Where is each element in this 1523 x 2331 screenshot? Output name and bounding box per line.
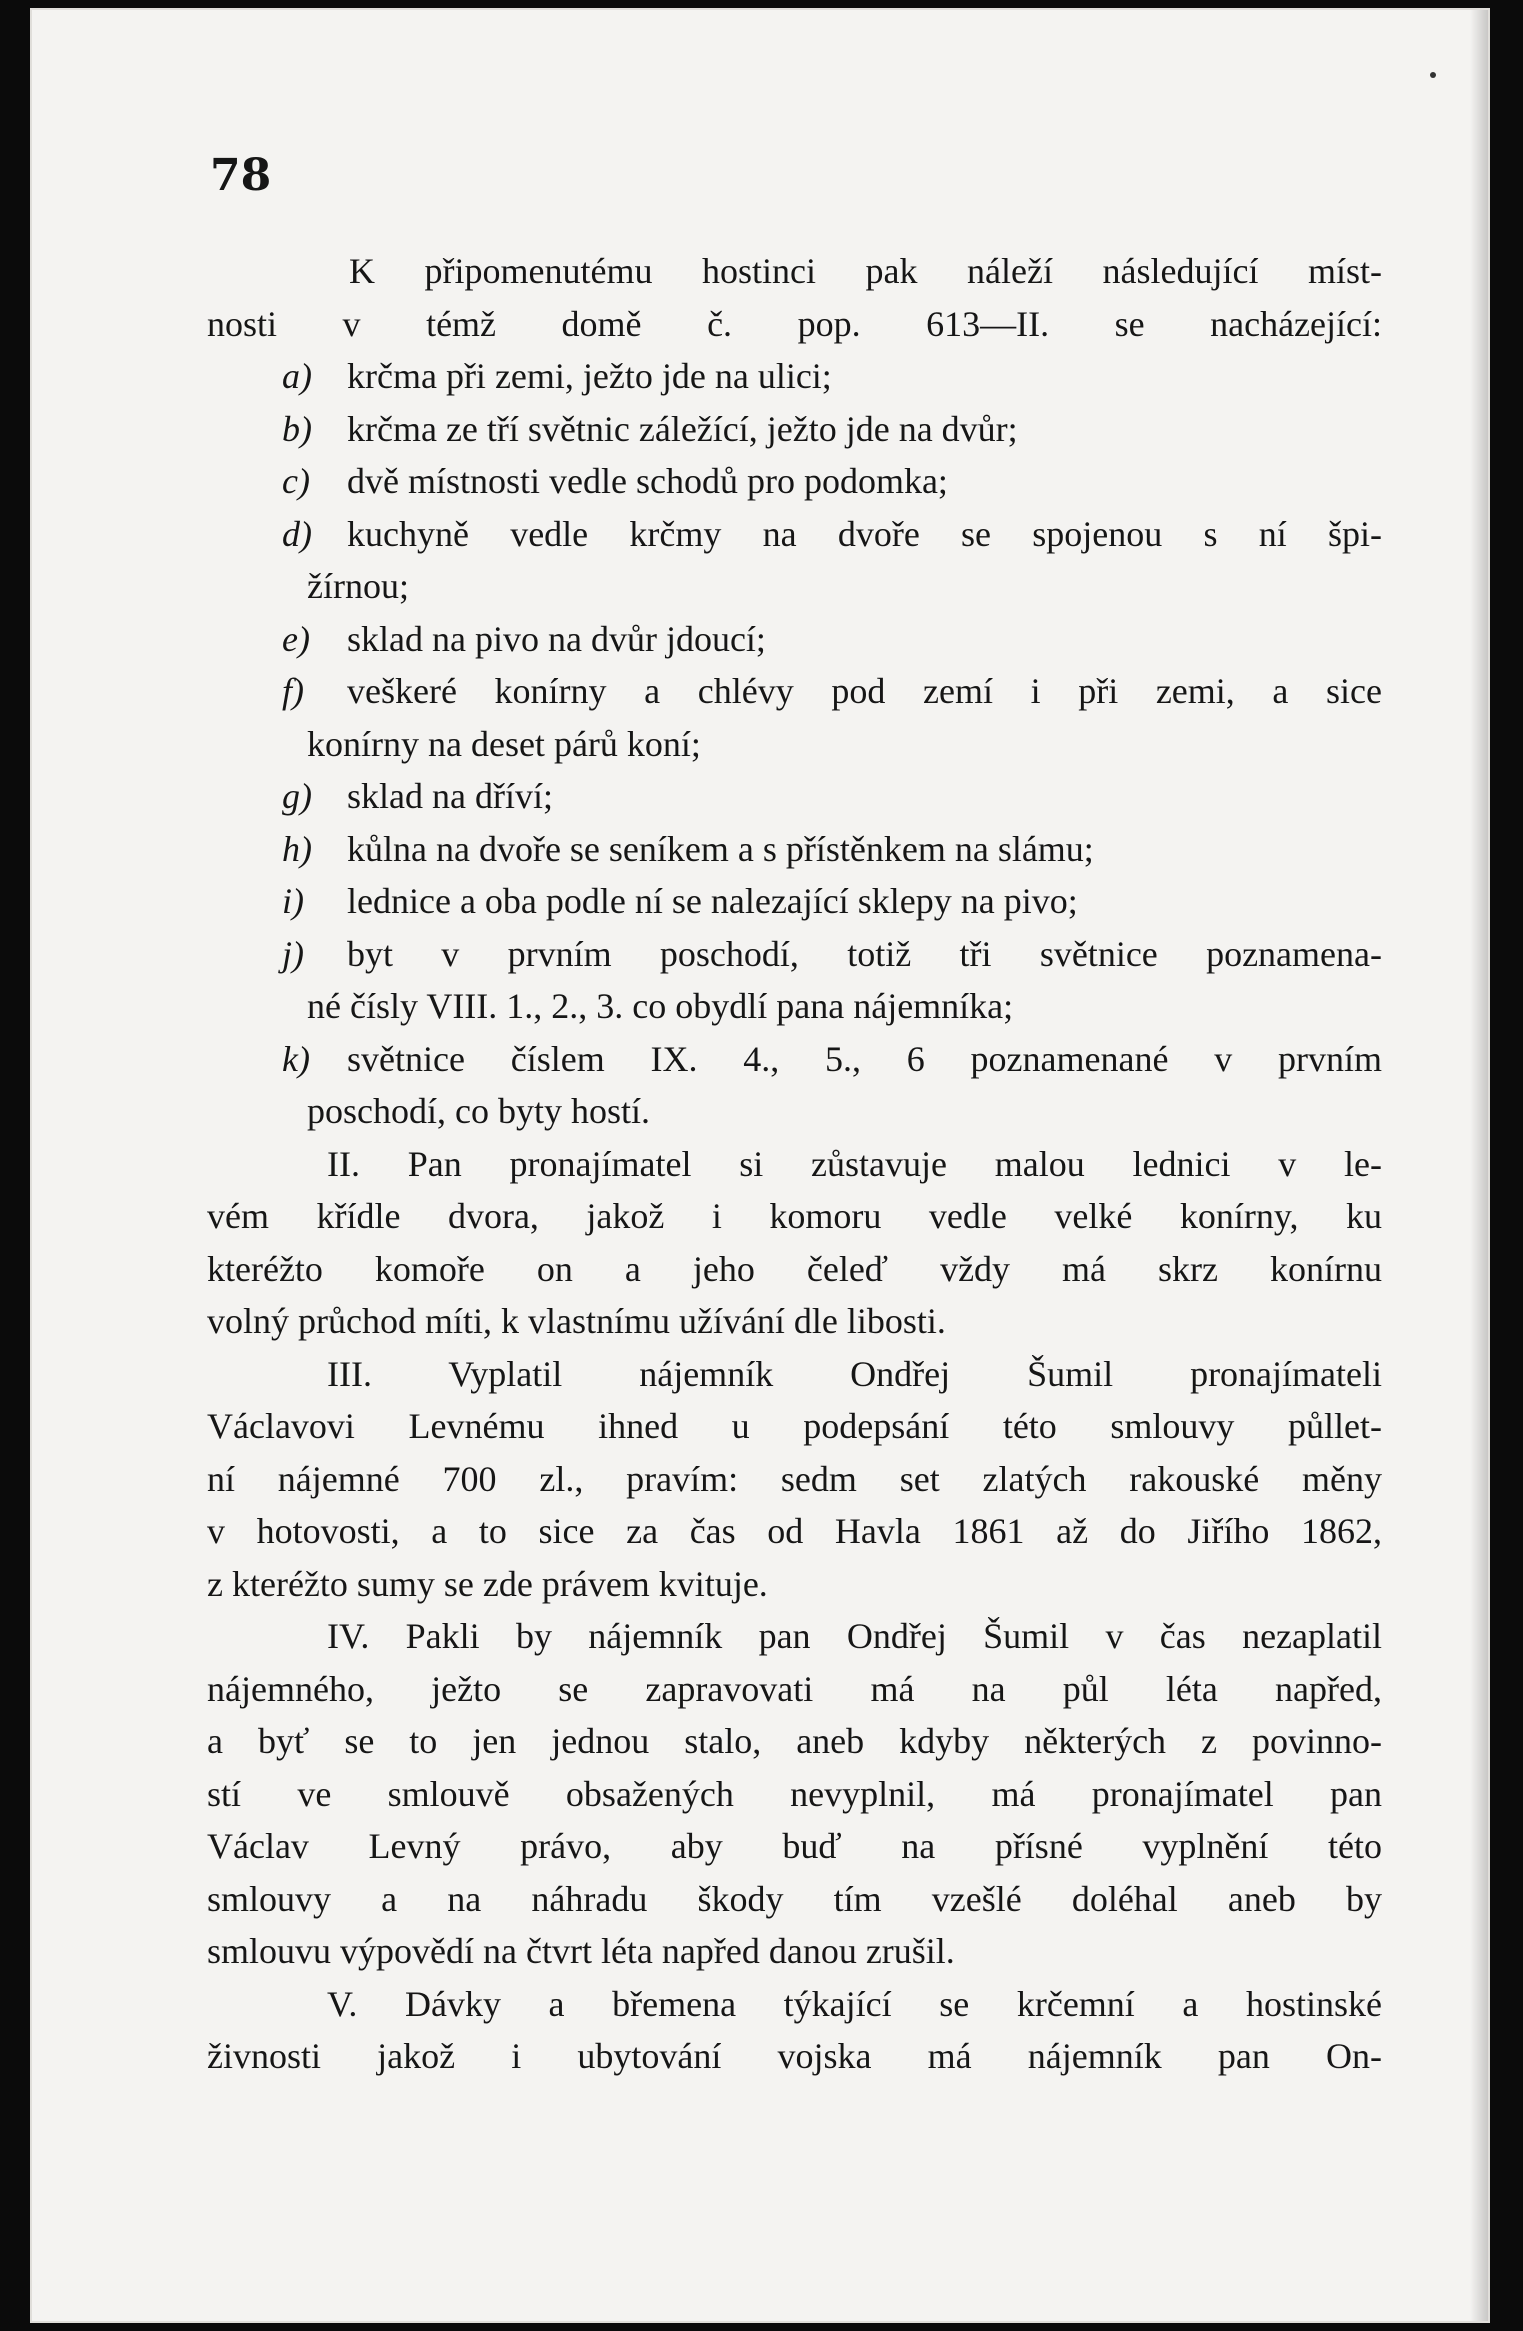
- text-line: smlouvy a na náhradu škody tím vzešlé doléhal aneb by: [207, 1878, 1382, 1919]
- list-item-continuation: né čísly VIII. 1., 2., 3. co obydlí pana nájemníka;: [307, 986, 1014, 1026]
- item-label: b): [282, 408, 312, 449]
- ink-speck: [1430, 72, 1436, 78]
- list-item-continuation: žírnou;: [307, 566, 409, 606]
- text-line: smlouvu výpovědí na čtvrt léta napřed danou zrušil.: [207, 1931, 955, 1971]
- list-item-k: [207, 1033, 1382, 1086]
- item-label: f): [282, 671, 304, 711]
- list-item-e: [207, 613, 1382, 666]
- text-line: v hotovosti, a to sice za čas od Havla 1861 až do Jiřího 1862,: [207, 1511, 1382, 1551]
- text-line: III. Vyplatil nájemník Ondřej Šumil pronajímateli: [327, 1353, 1382, 1394]
- text-line: V. Dávky a břemena týkající se krčemní a hostinské: [327, 1983, 1382, 2024]
- list-item-h: [207, 823, 1382, 876]
- item-text: lednice a oba podle ní se nalezající sklepy na pivo;: [347, 881, 1078, 921]
- list-item-continuation: poschodí, co byty hostí.: [307, 1091, 650, 1131]
- book-page: [30, 8, 1490, 2323]
- text-line: a byť se to jen jednou stalo, aneb kdyby některých z povinno-: [207, 1721, 1382, 1761]
- item-text: krčma ze tří světnic záležící, ježto jde na dvůr;: [347, 408, 1018, 449]
- text-line: kteréžto komoře on a jeho čeleď vždy má skrz konírnu: [207, 1248, 1382, 1289]
- list-item-g: [207, 770, 1382, 823]
- list-item-d: [207, 508, 1382, 561]
- page-edge-shadow: [1470, 10, 1488, 2321]
- text-line: vém křídle dvora, jakož i komoru vedle velké konírny, ku: [207, 1196, 1382, 1236]
- item-text: sklad na pivo na dvůr jdoucí;: [347, 618, 766, 659]
- item-label: a): [282, 356, 312, 396]
- item-label: i): [282, 881, 304, 921]
- list-item-i: [207, 875, 1382, 928]
- item-text: krčma při zemi, ježto jde na ulici;: [347, 356, 832, 396]
- item-text: byt v prvním poschodí, totiž tři světnice poznamena-: [347, 933, 1382, 974]
- list-item-a: [207, 350, 1382, 403]
- list-item-j: [207, 928, 1382, 981]
- item-label: h): [282, 828, 312, 869]
- item-text: kůlna na dvoře se seníkem a s přístěnkem na slámu;: [347, 828, 1094, 869]
- text-line: nosti v témž domě č. pop. 613—II. se nacházející:: [207, 303, 1382, 344]
- text-line: ní nájemné 700 zl., pravím: sedm set zlatých rakouské měny: [207, 1458, 1382, 1499]
- item-label: k): [282, 1038, 310, 1079]
- list-item-b: [207, 403, 1382, 456]
- list-item-c: [207, 455, 1382, 508]
- text-line: II. Pan pronajímatel si zůstavuje malou lednici v le-: [327, 1143, 1382, 1184]
- list-item-continuation: konírny na deset párů koní;: [307, 723, 701, 764]
- item-label: d): [282, 513, 312, 554]
- text-line: nájemného, ježto se zapravovati má na půl léta napřed,: [207, 1668, 1382, 1709]
- page-number: 78: [210, 150, 272, 201]
- item-label: g): [282, 776, 312, 816]
- list-item-f: [207, 665, 1382, 718]
- text-line: K připomenutému hostinci pak náleží následující míst-: [349, 251, 1382, 291]
- item-label: e): [282, 618, 310, 659]
- item-text: veškeré konírny a chlévy pod zemí i při zemi, a sice: [347, 671, 1382, 711]
- item-text: kuchyně vedle krčmy na dvoře se spojenou s ní špi-: [347, 513, 1382, 554]
- item-text: dvě místnosti vedle schodů pro podomka;: [347, 461, 948, 501]
- text-line: stí ve smlouvě obsažených nevyplnil, má pronajímatel pan: [207, 1773, 1382, 1814]
- text-line: Václavovi Levnému ihned u podepsání této smlouvy půllet-: [207, 1406, 1382, 1446]
- body-text: [207, 245, 1382, 2083]
- text-line: IV. Pakli by nájemník pan Ondřej Šumil v čas nezaplatil: [327, 1616, 1382, 1656]
- item-label: j): [282, 933, 304, 974]
- text-line: Václav Levný právo, aby buď na přísné vyplnění této: [207, 1826, 1382, 1866]
- text-line: z kteréžto sumy se zde právem kvituje.: [207, 1563, 768, 1604]
- item-label: c): [282, 461, 310, 501]
- text-line: volný průchod míti, k vlastnímu užívání dle libosti.: [207, 1301, 946, 1341]
- text-line: živnosti jakož i ubytování vojska má nájemník pan On-: [207, 2036, 1382, 2076]
- item-text: světnice číslem IX. 4., 5., 6 poznamenané v prvním: [347, 1038, 1382, 1079]
- item-text: sklad na dříví;: [347, 776, 553, 816]
